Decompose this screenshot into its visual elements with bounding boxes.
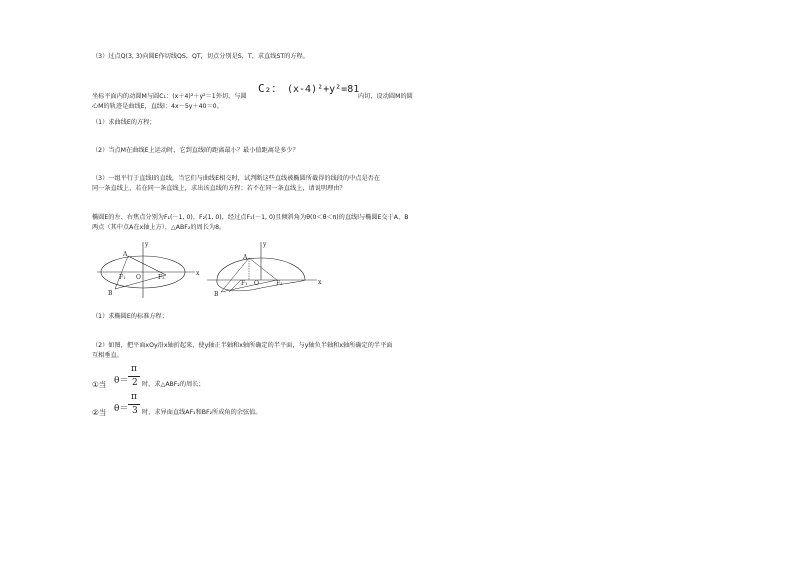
problem3-q1: （1）求椭圆E的标准方程； [92,313,168,320]
fig2-segment-b [229,280,241,292]
folded-ellipse-figure-2 [205,238,325,300]
problem2-q1: （1）求曲线E的方程； [92,119,156,126]
case2-denominator: 3 [132,406,138,416]
case1-prefix: ①当 [92,380,107,389]
fig1-label-b: B [108,290,113,297]
fig1-label-x: x [196,270,200,277]
case1-theta: θ＝ [114,376,129,386]
problem2-q3-line1: （3）一组平行于直线l的直线，当它们与曲线E相交时，试判断这些直线被椭圆所截得的线段的中点是否在 [92,175,380,182]
problem3-intro-line1: 椭圆E的左、右焦点分别为F₁(－1, 0)，F₂(1, 0)，经过点F₁(－1, 0)且倾斜角为θ(0＜θ＜π)的直线l与椭圆E交于A、B [92,214,409,221]
problem2-intro-line2: 心M的轨迹是曲线E，直线l：4x－5y＋40＝0。 [92,103,223,110]
fig2-label-y: y [263,241,267,248]
fig2-label-f1: F₁ [241,280,248,287]
case1-numerator: π [131,364,137,374]
problem2-q3-line2: 同一条直线上，若在同一条直线上，求出该直线的方程；若不在同一条直线上，请说明理由？ [92,185,346,192]
fig1-label-y: y [145,241,149,248]
case2-theta: θ＝ [114,404,129,414]
fig1-triangle [115,256,166,289]
fig1-label-f1: F₁ [119,274,126,281]
case1-suffix: 时，求△ABF₂的周长； [142,381,205,388]
fig2-label-a: A [243,254,248,261]
fig1-label-f2: F₂ [158,274,165,281]
problem3-q2-line1: （2）如图，把平面xOy沿x轴折起来，使y轴正半轴和x轴所确定的半平面，与y轴负半轴和x轴所确定的半平面 [92,342,393,349]
case2-prefix: ②当 [92,408,107,417]
case2-numerator: π [131,392,137,402]
fig2-lower-half-ellipse [217,280,305,291]
fig2-label-o: O [254,280,259,287]
fig1-label-a: A [123,251,128,258]
problem3-q2-line2: 互相垂直。 [92,352,123,359]
case1-denominator: 2 [132,378,138,388]
fig2-label-x: x [318,279,322,286]
c2-label: C₂： [258,82,283,95]
problem2-intro-a: 坐标平面内的动圆M与圆C₁：(x＋4)²＋y²＝1外切，与圆 [92,93,247,100]
ellipse-figure-1 [95,238,200,300]
problem2-q2: （2）当点M在曲线E上运动时，它到直线l的距离最小？最小值距离是多少？ [92,147,299,154]
fig2-label-b: B [214,291,219,298]
problem3-intro-line2: 两点（其中点A在x轴上方），△ABF₂的周长为8。 [92,224,226,231]
q3-tangent-line: （3）过点Q(3, 3)向圆E作切线QS，QT，切点分别是S，T，求直线ST的方程。 [92,53,309,60]
fig2-label-f2: F₂ [276,280,283,287]
case1-fraction-bar [128,376,140,377]
case2-suffix: 时，求异面直线AF₁和BF₂所成角的余弦值。 [142,409,262,416]
c2-equation: (x-4)²+y²=81 [287,84,360,95]
case2-fraction-bar [128,404,140,405]
fig1-label-o: O [136,274,141,281]
problem2-intro-b: 内切，设动圆M的圆 [358,93,413,100]
